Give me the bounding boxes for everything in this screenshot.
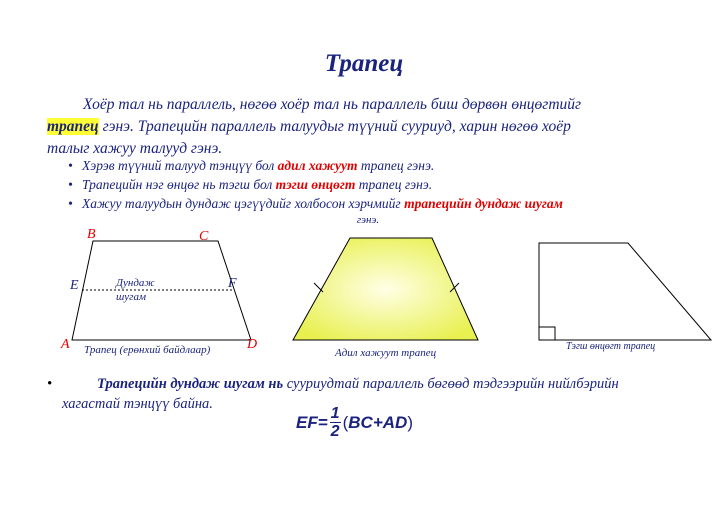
formula-plus: +: [372, 412, 383, 432]
bullet-dot: •: [68, 177, 73, 192]
vertex-label-b: B: [87, 227, 96, 242]
formula-fraction: [330, 406, 341, 441]
formula-open-paren: (: [342, 412, 349, 432]
formula-equals: =: [317, 412, 328, 432]
property-line-1: [47, 374, 687, 394]
property-term: Трапецийн дундаж шугам нь: [97, 376, 284, 392]
formula-close-paren: ): [407, 412, 413, 432]
right-trapezoid: [539, 243, 711, 340]
bullet-term: трапецийн дундаж шугам: [404, 196, 563, 211]
bullet-term: адил хажуут: [277, 158, 358, 173]
bullet-text: трапец гэнэ.: [357, 158, 435, 173]
vertex-label-e: E: [70, 278, 79, 293]
caption-general-trapezoid: Трапец (ерөнхий байдлаар): [84, 344, 211, 356]
bullet-text: трапец гэнэ.: [355, 177, 433, 192]
vertex-label-a: A: [61, 337, 70, 352]
bullet-term: тэгш өнцөгт: [275, 177, 356, 192]
bullet-dot: •: [68, 196, 73, 211]
equal-side-tick-left: [314, 283, 323, 292]
definition-line-1: Хоёр тал нь параллель, нөгөө хоёр тал нь параллель биш дөрвөн өнцөгтийг: [83, 96, 582, 113]
property-line-2: хагастай тэнцүү байна.: [62, 396, 213, 412]
midline-formula: [296, 406, 413, 441]
caption-right-trapezoid: Тэгш өнцөгт трапец: [566, 341, 656, 352]
caption-isosceles-trapezoid: Адил хажуут трапец: [335, 347, 437, 359]
formula-lhs: EF: [296, 412, 318, 432]
vertex-label-d: D: [247, 337, 258, 352]
midline-label-line-1: Дундаж: [116, 277, 155, 289]
isosceles-trapezoid: [293, 238, 478, 340]
formula-bc: BC: [348, 412, 373, 432]
definition-line-3: талыг хажуу талууд гэнэ.: [47, 140, 223, 157]
page-title: Трапец: [324, 50, 404, 77]
vertex-label-f: F: [228, 276, 237, 291]
bullet-text: Трапецийн нэг өнцөг нь тэгш бол: [82, 177, 276, 192]
formula-ad: AD: [382, 412, 408, 432]
bullet-text: Хэрэв түүний талууд тэнцүү бол: [82, 158, 278, 173]
definition-line-2-rest: гэнэ. Трапецийн параллель талуудыг түүний сууриуд, харин нөгөө хоёр: [98, 118, 571, 135]
bullet-dot: •: [68, 158, 73, 173]
highlight-term-trapezoid: трапец: [47, 118, 99, 135]
midline-label-line-2: шугам: [116, 291, 146, 303]
midline-label: [116, 276, 155, 304]
formula-denominator: 2: [330, 423, 340, 440]
vertex-label-c: C: [199, 229, 209, 244]
property-rest: сууриудтай параллель бөгөөд тэдгээрийн нийлбэрийн: [283, 376, 619, 392]
property-bullet: •: [47, 376, 53, 392]
bullet-text: Хажуу талуудын дундаж цэгүүдийг холбосон хэрчмийг: [82, 196, 405, 211]
bullet-continuation: гэнэ.: [356, 214, 380, 226]
right-angle-marker: [539, 327, 555, 340]
formula-numerator: 1: [330, 405, 340, 422]
